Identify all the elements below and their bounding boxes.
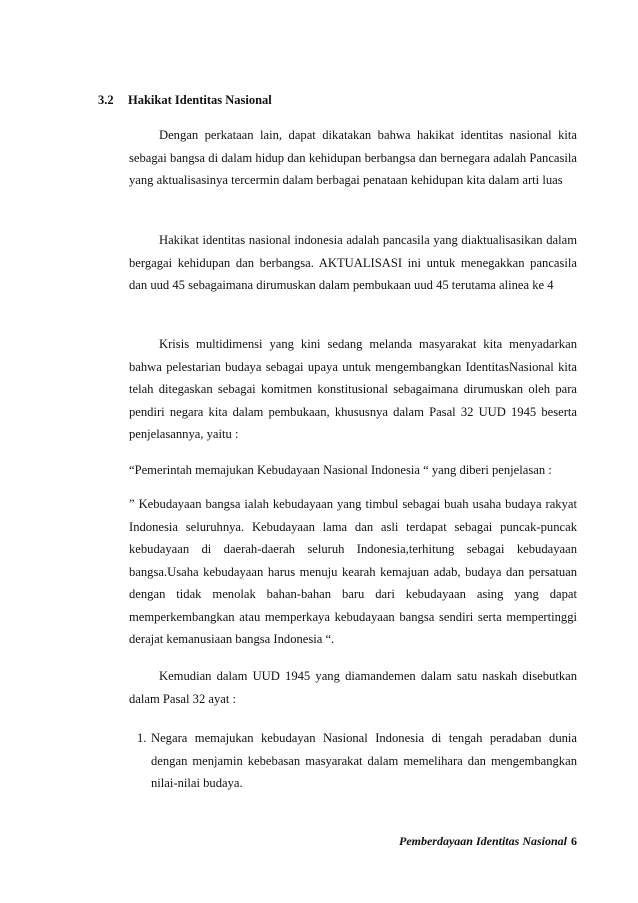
paragraph-1: Dengan perkataan lain, dapat dikatakan bahwa hakikat identitas nasional kita sebagai bangsa di dalam hidup dan kehidupan berbangsa dan bernegara adalah Pancasila yang aktualisasinya tercermin dalam berbagai penataan kehidupan kita dalam arti luas bbox=[129, 128, 577, 187]
paragraph-4: “Pemerintah memajukan Kebudayaan Nasional Indonesia “ yang diberi penjelasan : bbox=[129, 463, 552, 477]
paragraph-5: ” Kebudayaan bangsa ialah kebudayaan yang timbul sebagai buah usaha budaya rakyat Indonesia seluruhnya. Kebudayaan lama dan asli terdapat sebagai puncak-puncak kebudayaan di daerah-daerah seluruh Indonesia,terhitung sebagai kebudayaan bangsa.Usaha kebudayaan harus menuju kearah kemajuan adab, budaya dan persatuan dengan tidak menolak bahan-bahan baru dari kebudayaan asing yang dapat memperkembangkan atau memperkaya kebudayaan bangsa sendiri serta mempertinggi derajat kemanusiaan bangsa Indonesia “. bbox=[129, 497, 577, 646]
section-number: 3.2 bbox=[98, 93, 114, 107]
page-number: 6 bbox=[571, 834, 577, 848]
list-item-text: Negara memajukan kebudayan Nasional Indonesia di tengah peradaban dunia dengan menjamin kebebasan masyarakat dalam memelihara dan mengembangkan nilai-nilai budaya. bbox=[151, 731, 577, 790]
section-heading bbox=[98, 93, 272, 108]
paragraph-6: Kemudian dalam UUD 1945 yang diamandemen dalam satu naskah disebutkan dalam Pasal 32 ayat : bbox=[129, 669, 577, 706]
footer-title: Pemberdayaan Identitas Nasional bbox=[398, 834, 567, 848]
list-item-number: 1. bbox=[137, 731, 147, 745]
numbered-list bbox=[137, 727, 577, 795]
list-item bbox=[137, 727, 577, 795]
section-title: Hakikat Identitas Nasional bbox=[128, 93, 272, 107]
paragraph-2: Hakikat identitas nasional indonesia adalah pancasila yang diaktualisasikan dalam bergagai kehidupan dan berbangsa. AKTUALISASI ini untuk menegakkan pancasila dan uud 45 sebagaimana dirumuskan dalam pembukaan uud 45 terutama alinea ke 4 bbox=[129, 233, 577, 292]
page-footer bbox=[399, 834, 577, 849]
paragraph-3: Krisis multidimensi yang kini sedang melanda masyarakat kita menyadarkan bahwa pelestarian budaya sebagai upaya untuk mengembangkan IdentitasNasional kita telah ditegaskan sebagai komitmen konstitusional sebagaimana dirumuskan oleh para pendiri negara kita dalam pembukaan, khususnya dalam Pasal 32 UUD 1945 beserta penjelasannya, yaitu : bbox=[129, 337, 577, 441]
